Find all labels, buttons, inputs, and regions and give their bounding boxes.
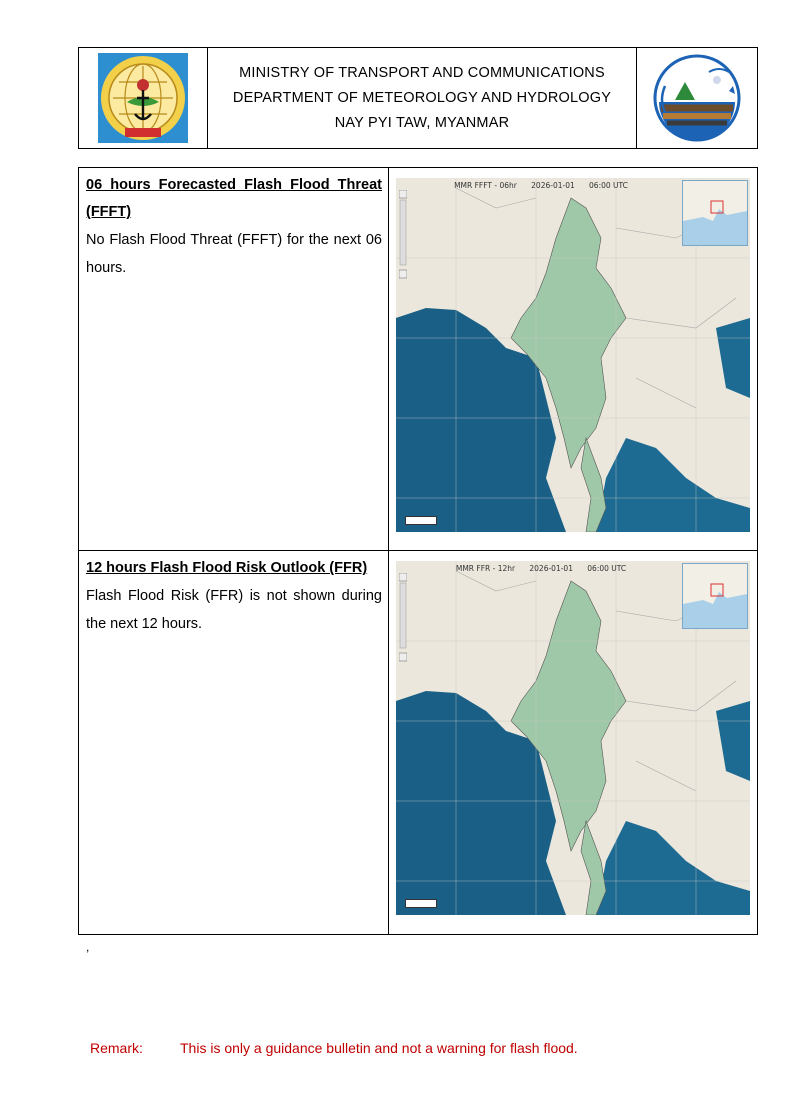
stray-mark: , [86,940,90,954]
ffr-title: 12 hours Flash Flood Risk Outlook (FFR) [86,560,368,576]
ministry-emblem-icon [97,52,189,144]
ffft-text-cell [79,168,389,550]
ffft-scale-bar [405,516,437,525]
inset-map-icon [683,564,747,628]
ffft-row [79,168,757,551]
header-title-cell [208,48,636,148]
ffr-map-title: MMR FFR - 12hr 2026-01-01 06:00 UTC [455,564,627,573]
ffft-map-cell [389,168,757,550]
ministry-name: MINISTRY OF TRANSPORT AND COMMUNICATIONS [239,65,605,81]
ffr-row [79,551,757,934]
department-name: DEPARTMENT OF METEOROLOGY AND HYDROLOGY [232,90,612,106]
ffft-title: 06 hours Forecasted Flash Flood Threat [86,177,382,193]
ffft-body: No Flash Flood Threat (FFFT) for the next 06 hours. [86,232,382,276]
dmh-logo-cell [636,48,757,148]
dmh-logo-icon [649,50,745,146]
ffft-title-abbrev: (FFFT) [86,204,132,220]
location-name: NAY PYI TAW, MYANMAR [334,115,510,131]
ffr-scale-bar [405,899,437,908]
ffr-map-cell [389,551,757,934]
remark-label: Remark: [90,1040,143,1056]
ffr-body: Flash Flood Risk (FFR) is not shown during the next 12 hours. [86,588,382,632]
remark-text: This is only a guidance bulletin and not a warning for flash flood. [180,1040,578,1056]
ffft-map-title: MMR FFFT - 06hr 2026-01-01 06:00 UTC [454,181,628,190]
bulletin-header [78,47,758,149]
ffr-text-cell [79,551,389,934]
ffr-inset-map[interactable] [682,563,748,629]
ffft-inset-map[interactable] [682,180,748,246]
ffft-map[interactable] [396,178,750,532]
zoom-slider[interactable] [399,190,407,280]
inset-map-icon [683,181,747,245]
ministry-logo-cell [79,48,208,148]
zoom-slider[interactable] [399,573,407,663]
ffr-map[interactable] [396,561,750,915]
bulletin-table [78,167,758,935]
